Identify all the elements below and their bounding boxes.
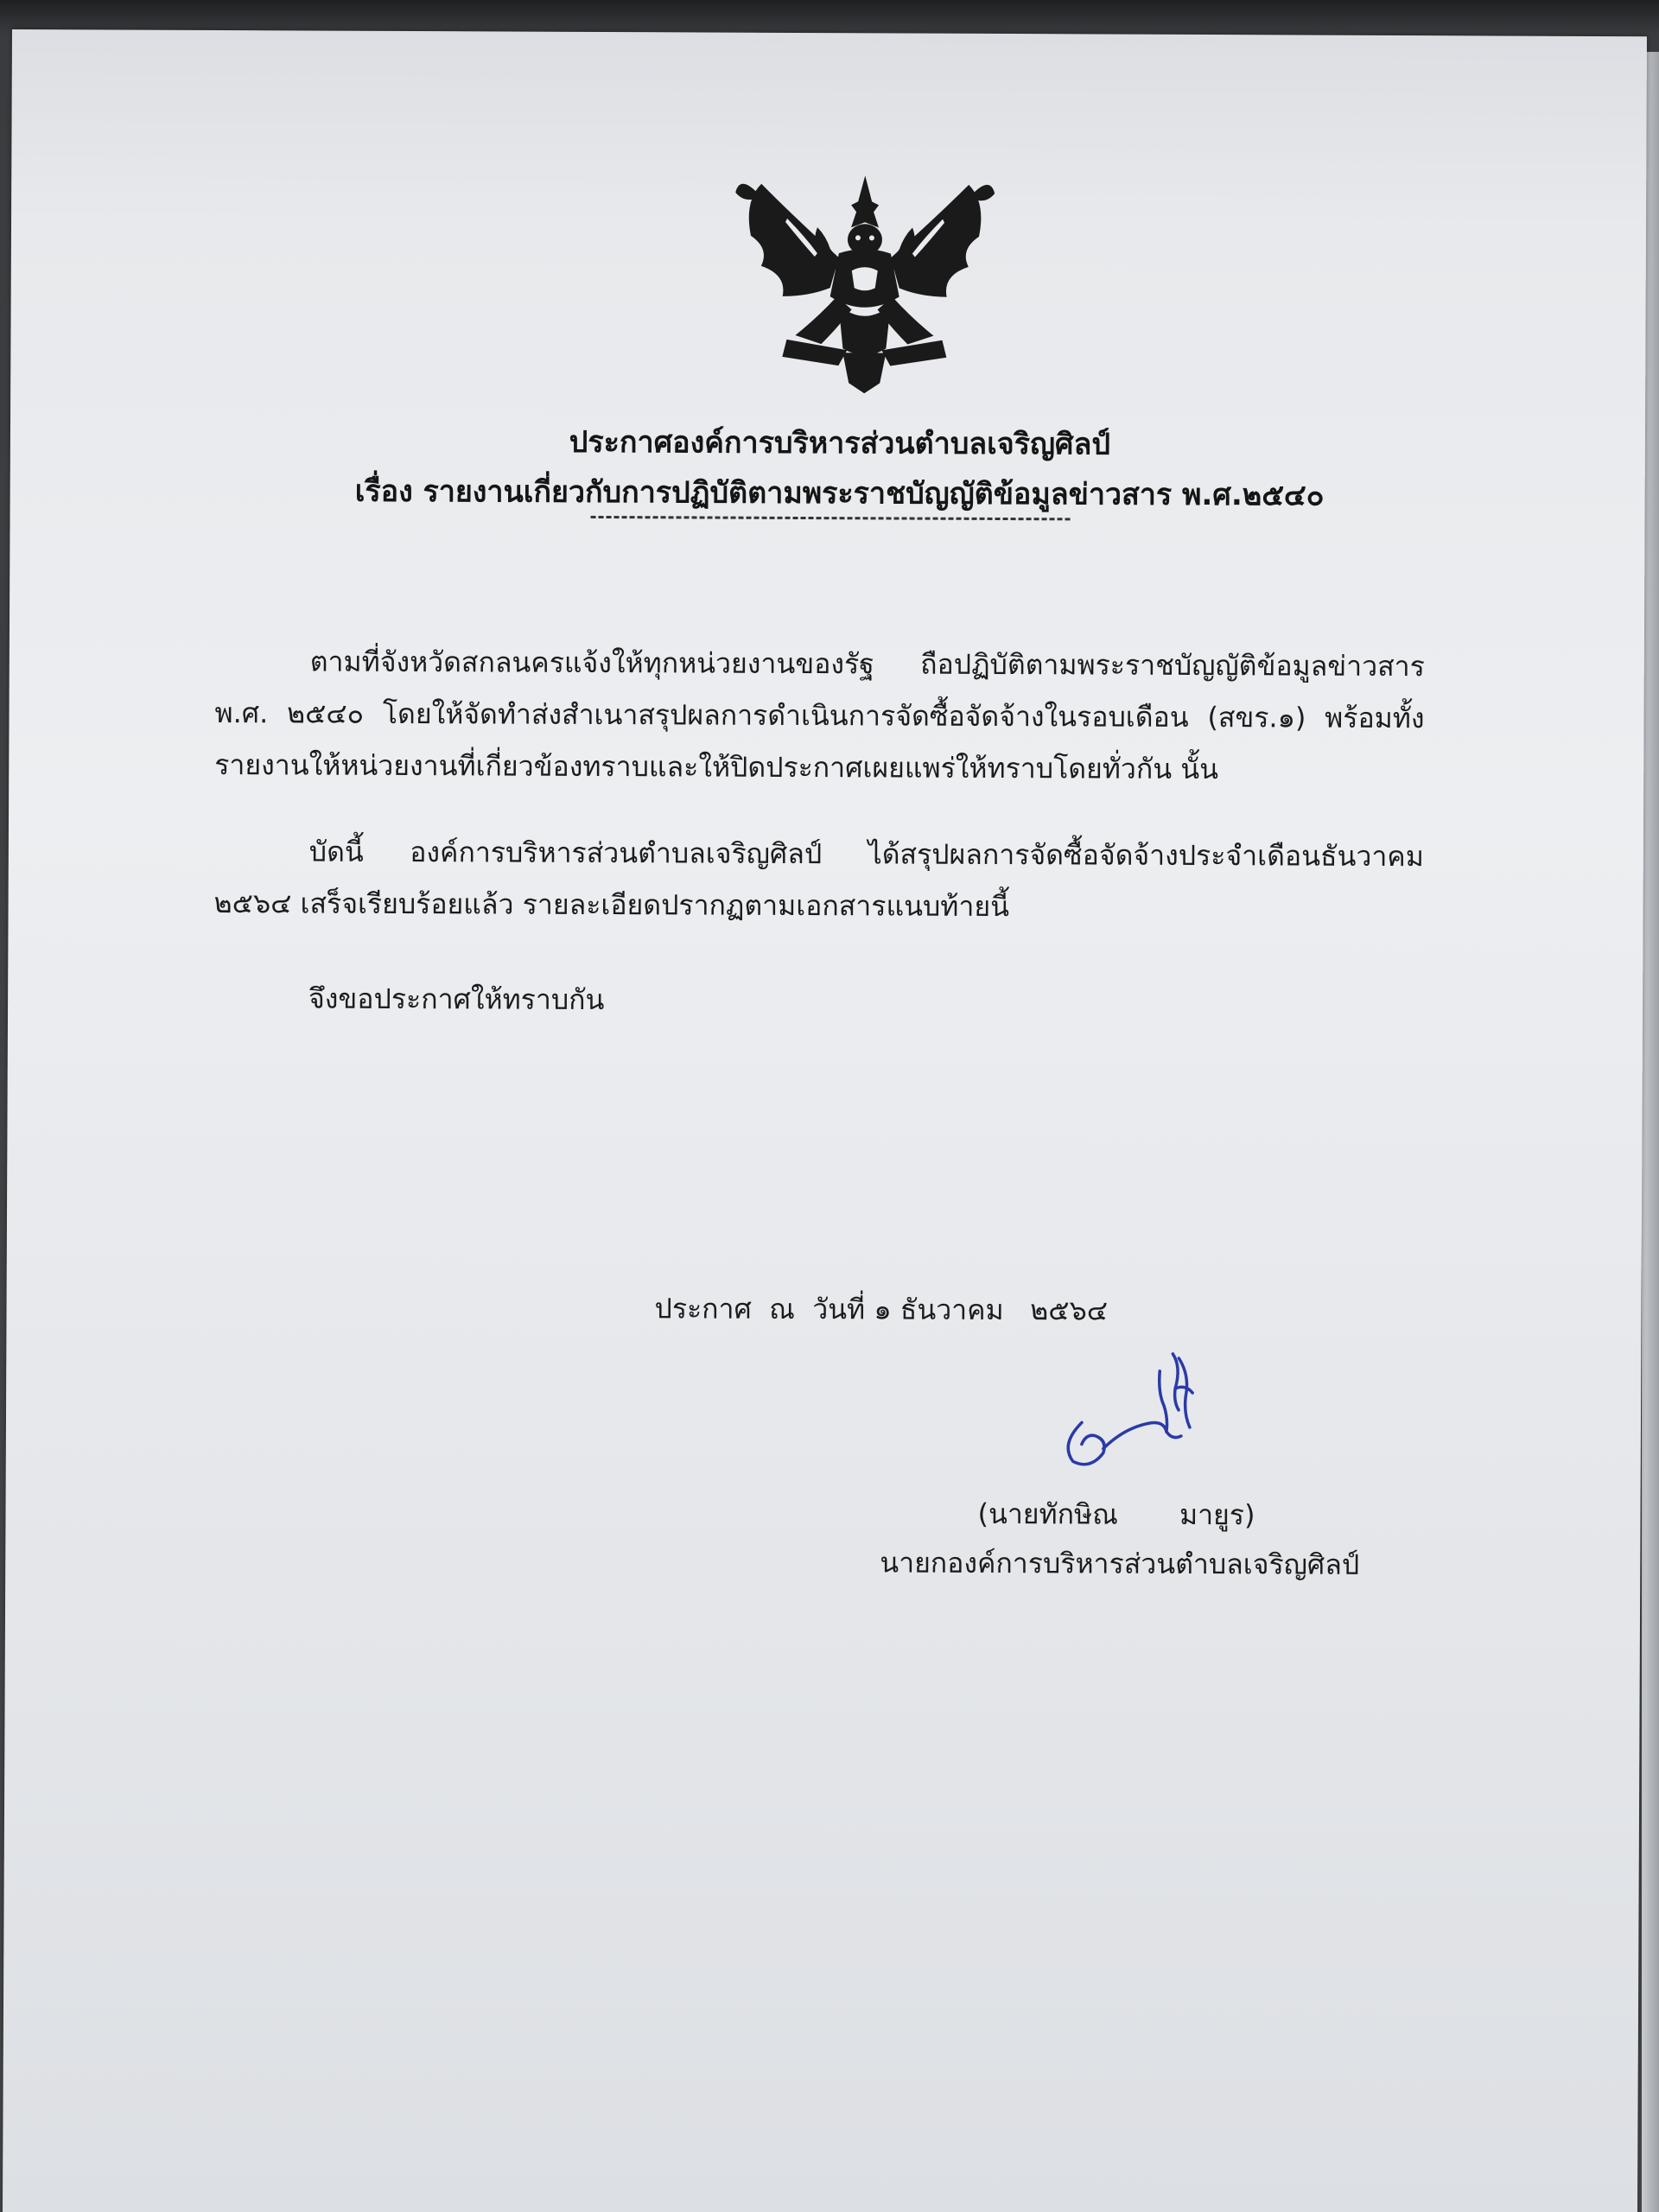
signer-position: นายกองค์การบริหารส่วนตำบลเจริญศิลป์ bbox=[880, 1546, 1360, 1581]
garuda-emblem-icon bbox=[734, 167, 995, 397]
body-paragraph-3 bbox=[213, 972, 1423, 1029]
paragraph-text: ตามที่จังหวัดสกลนครแจ้งให้ทุกหน่วยงานของรัฐ ถือปฏิบัติตามพระราชบัญญัติข้อมูลข่าวสาร พ.ศ. ๒๕๔๐ โดยให้จัดทำส่งสำเนาสรุปผลการดำเนินการจัดซื้อจัดจ้างในรอบเดือน (สขร.๑) พร้อมทั้งรายงานให้หน่วยงานที่เกี่ยวข้องทราบและให้ปิดประกาศเผยแพร่ให้ทราบโดยทั่วกัน นั้น bbox=[214, 645, 1425, 786]
paper-sheet bbox=[3, 29, 1647, 2212]
body-paragraph-2 bbox=[213, 825, 1424, 934]
paragraph-text: บัดนี้ องค์การบริหารส่วนตำบลเจริญศิลป์ ได้สรุปผลการจัดซื้อจัดจ้างประจำเดือนธันวาคม ๒๕๖๔ เสร็จเรียบร้อยแล้ว รายละเอียดปรากฏตามเอกสารแนบท้ายนี้ bbox=[213, 835, 1424, 924]
announcement-date: ประกาศ ณ วันที่ ๑ ธันวาคม ๒๕๖๔ bbox=[654, 1292, 1109, 1327]
paragraph-text: จึงขอประกาศให้ทราบกัน bbox=[308, 982, 605, 1017]
announcement-subject: เรื่อง รายงานเกี่ยวกับการปฏิบัติตามพระราชบัญญัติข้อมูลข่าวสาร พ.ศ.๒๕๔๐ bbox=[354, 474, 1325, 513]
handwritten-signature bbox=[1056, 1340, 1221, 1479]
signer-name: (นายทักษิณ มายูร) bbox=[977, 1497, 1255, 1532]
body-paragraph-1 bbox=[214, 635, 1425, 796]
announcement-title: ประกาศองค์การบริหารส่วนตำบลเจริญศิลป์ bbox=[569, 424, 1111, 462]
